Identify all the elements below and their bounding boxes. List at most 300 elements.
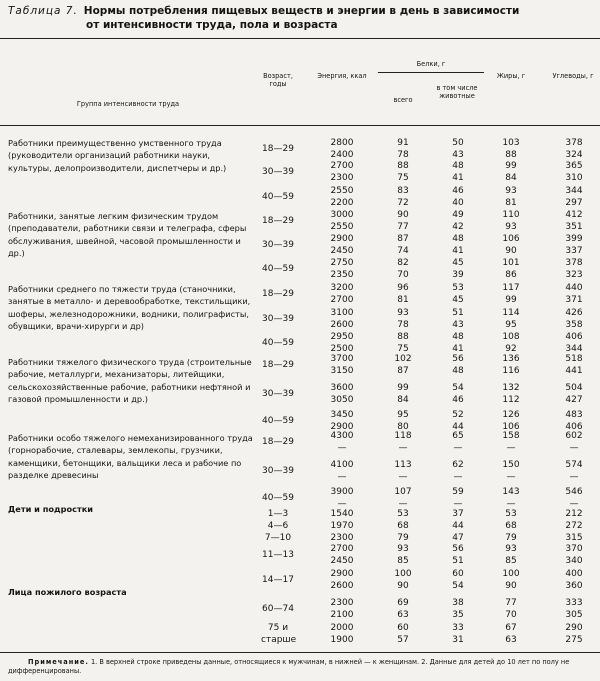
cell-total-value: — [398, 472, 408, 483]
cell-total-value: 107 [394, 487, 412, 497]
cell-fats-value: 68 [505, 521, 517, 531]
cell-animal [441, 307, 475, 332]
cell-carbs-value: 378 [565, 258, 583, 268]
cell-total [386, 307, 420, 332]
cell-fats-value: 103 [502, 138, 520, 148]
cell-animal-value: 44 [452, 521, 464, 531]
cell-animal-value: 43 [452, 150, 464, 161]
cell-fats-value: 79 [505, 533, 517, 543]
cell-total [386, 257, 420, 282]
cell-energy [318, 209, 366, 234]
cell-fats-value: 90 [505, 581, 517, 592]
cell-animal-value: 56 [452, 354, 464, 364]
cell-carbs [554, 209, 594, 234]
cell-carbs [554, 137, 594, 162]
cell-carbs-value: 324 [565, 150, 583, 161]
cell-energy-value: 3100 [330, 308, 354, 318]
cell-energy [318, 257, 366, 282]
cell-animal-value: 54 [452, 383, 464, 393]
cell-total-value: 75 [397, 344, 409, 355]
cell-fats-value: 108 [502, 332, 520, 342]
cell-fats [494, 209, 528, 234]
cell-total-value: 78 [397, 320, 409, 331]
cell-total-value: 53 [397, 509, 409, 519]
cell-carbs-value: 323 [565, 270, 583, 281]
cell-carbs-value: 427 [565, 395, 583, 406]
cell-age-value: 18—29 [262, 437, 294, 447]
cell-carbs-value: 574 [565, 460, 583, 470]
group-heavy-work: Работники тяжелого физического труда (строительные рабочие, металлурги, механизаторы, литейщики, сельскохозяйственные рабочие, работники нефтяной и газовой промышленности и др.) [8, 357, 252, 405]
cell-age [254, 337, 302, 349]
cell-energy [318, 382, 366, 407]
cell-carbs-value: 412 [565, 210, 583, 220]
cell-animal-value: 33 [452, 623, 464, 633]
cell-energy-value: 1900 [330, 635, 354, 646]
cell-energy-value: 2000 [330, 623, 354, 633]
cell-age [254, 415, 302, 427]
cell-age [254, 313, 302, 325]
cell-age-value: 18—29 [262, 360, 294, 370]
cell-age [254, 388, 302, 400]
cell-fats-value: 126 [502, 410, 520, 420]
cell-energy-value: 2700 [330, 161, 354, 171]
cell-age-value: 40—59 [262, 192, 294, 202]
cell-fats-value: 67 [505, 623, 517, 633]
cell-fats-value: — [506, 472, 516, 483]
cell-fats-value: 70 [505, 610, 517, 621]
cell-fats-value: — [506, 499, 516, 510]
cell-total-value: 84 [397, 395, 409, 406]
cell-age [254, 359, 302, 371]
cell-animal [441, 233, 475, 258]
cell-age-value: 30—39 [262, 389, 294, 399]
header-energy: Энергия, ккал [317, 72, 367, 80]
cell-carbs-value: 370 [565, 544, 583, 554]
cell-carbs [554, 543, 594, 568]
cell-energy [318, 353, 366, 378]
cell-carbs-value: 483 [565, 410, 583, 420]
cell-fats-value: 99 [505, 295, 517, 306]
cell-total-value: 90 [397, 581, 409, 592]
note-text: 1. В верхней строке приведены данные, относящиеся к мужчинам, в нижней — к женщинам. 2. Данные для детей до 10 лет по полу не дифференцированы. [8, 658, 570, 675]
group-mental-work: Работники преимущественно умственного труда (руководители организаций работники науки, культуры, делопроизводители, диспетчеры и др.) [8, 138, 227, 173]
cell-carbs-value: 212 [565, 509, 583, 519]
cell-carbs [554, 597, 594, 622]
cell-animal-value: — [453, 472, 463, 483]
cell-carbs-value: 441 [565, 366, 583, 377]
cell-age-value: 18—29 [262, 144, 294, 154]
cell-energy-value: 2500 [330, 344, 354, 355]
cell-age [254, 508, 302, 520]
cell-age-value: 18—29 [262, 289, 294, 299]
cell-animal-value: 49 [452, 210, 464, 220]
cell-fats [494, 160, 528, 185]
cell-animal-value: 44 [452, 422, 464, 433]
cell-energy-value: 3450 [330, 410, 354, 420]
cell-fats [494, 137, 528, 162]
cell-animal [441, 257, 475, 282]
cell-age [254, 191, 302, 203]
cell-total-value: 93 [397, 544, 409, 554]
cell-energy-value: 3200 [330, 283, 354, 293]
cell-total-value: 63 [397, 610, 409, 621]
cell-energy-value: 3000 [330, 210, 354, 220]
cell-total-value: 80 [397, 422, 409, 433]
cell-energy-value: 2550 [330, 222, 354, 233]
cell-animal-value: 65 [452, 431, 464, 441]
cell-total-value: 100 [394, 569, 412, 579]
cell-total [386, 508, 420, 520]
cell-energy-value: 2450 [330, 556, 354, 567]
group-light-work: Работники, занятые легким физическим трудом (преподаватели, работники связи и телеграфа, сферы обслуживания, швейной, часовой промышленности и др.) [8, 211, 247, 259]
cell-total-value: 95 [397, 410, 409, 420]
cell-fats-value: 92 [505, 344, 517, 355]
cell-animal-value: 56 [452, 544, 464, 554]
cell-animal [441, 160, 475, 185]
group-medium-work: Работники среднего по тяжести труда (станочники, занятые в металло- и деревообработке, текстильщики, шоферы, железнодорожники, водники, полиграфисты, обувщики, врачи-хирурги и др) [8, 284, 251, 332]
cell-age-value: 30—39 [262, 314, 294, 324]
cell-fats-value: 143 [502, 487, 520, 497]
cell-age-value: 40—59 [262, 416, 294, 426]
cell-animal-value: 54 [452, 581, 464, 592]
cell-fats [494, 257, 528, 282]
cell-energy-value: 2350 [330, 270, 354, 281]
cell-carbs-value: 315 [565, 533, 583, 543]
cell-fats [494, 307, 528, 332]
cell-fats-value: 112 [502, 395, 520, 406]
cell-fats [494, 282, 528, 307]
cell-carbs-value: 546 [565, 487, 583, 497]
cell-total-value: 79 [397, 533, 409, 543]
cell-energy-value: 2400 [330, 150, 354, 161]
group-very-heavy-work: Работники особо тяжелого немеханизированного труда (горнорабочие, сталевары, землекопы, грузчики, каменщики, бетонщики, вальщики леса и рабочие по разделке древесины [8, 433, 253, 481]
cell-total [386, 543, 420, 568]
cell-age [254, 143, 302, 155]
cell-carbs-value: 371 [565, 295, 583, 306]
cell-animal-value: 46 [452, 186, 464, 196]
cell-age [254, 520, 302, 532]
cell-energy [318, 508, 366, 520]
cell-age-value: 18—29 [262, 216, 294, 226]
cell-animal-value: 52 [452, 410, 464, 420]
cell-carbs [554, 622, 594, 647]
cell-total [386, 209, 420, 234]
cell-energy-value: — [337, 472, 347, 483]
cell-fats [494, 568, 528, 593]
header-proteins: Белки, г [416, 60, 446, 68]
cell-animal-value: 50 [452, 138, 464, 148]
cell-animal [441, 430, 475, 455]
cell-carbs [554, 459, 594, 484]
cell-energy-value: 2700 [330, 544, 354, 554]
cell-age [254, 288, 302, 300]
cell-energy-value: 3600 [330, 383, 354, 393]
cell-energy-value: 2600 [330, 581, 354, 592]
cell-fats [494, 430, 528, 455]
cell-fats-value: 99 [505, 161, 517, 171]
cell-age-value: 30—39 [262, 167, 294, 177]
table-label: Таблица 7. [8, 5, 78, 17]
note-label: Примечание. [28, 658, 89, 666]
cell-total-value: 96 [397, 283, 409, 293]
header-carbs: Углеводы, г [552, 72, 594, 80]
cell-carbs-value: 340 [565, 556, 583, 567]
cell-age [254, 263, 302, 275]
cell-carbs [554, 508, 594, 520]
cell-energy [318, 160, 366, 185]
cell-fats-value: 110 [502, 210, 520, 220]
cell-energy-value: 2550 [330, 186, 354, 196]
cell-carbs-value: 426 [565, 308, 583, 318]
cell-total-value: 68 [397, 521, 409, 531]
cell-fats [494, 597, 528, 622]
cell-total-value: 75 [397, 173, 409, 184]
cell-energy-value: — [337, 499, 347, 510]
cell-fats-value: — [506, 443, 516, 454]
cell-fats-value: 93 [505, 186, 517, 196]
cell-carbs [554, 520, 594, 532]
cell-energy-value: 2600 [330, 320, 354, 331]
cell-total-value: 99 [397, 383, 409, 393]
cell-total [386, 233, 420, 258]
cell-energy [318, 568, 366, 593]
cell-age-value: 40—59 [262, 493, 294, 503]
cell-energy-value: 3150 [330, 366, 354, 377]
cell-animal-value: 35 [452, 610, 464, 621]
cell-carbs-value: 518 [565, 354, 583, 364]
cell-energy-value: 2700 [330, 295, 354, 306]
cell-animal-value: — [453, 499, 463, 510]
cell-age [254, 215, 302, 227]
cell-total-value: — [398, 443, 408, 454]
table-note [8, 658, 596, 676]
cell-age-value: 4—6 [267, 521, 289, 531]
cell-carbs-value: 358 [565, 320, 583, 331]
cell-total-value: 113 [394, 460, 412, 470]
cell-animal-value: 48 [452, 366, 464, 377]
cell-energy-value: 2450 [330, 246, 354, 257]
cell-total-value: 69 [397, 598, 409, 608]
cell-energy [318, 185, 366, 210]
cell-total-value: 82 [397, 258, 409, 268]
cell-age-value: 7—10 [264, 533, 292, 543]
cell-fats-value: 63 [505, 635, 517, 646]
cell-animal [441, 353, 475, 378]
cell-fats-value: 114 [502, 308, 520, 318]
cell-energy [318, 459, 366, 484]
cell-carbs-value: — [569, 499, 579, 510]
header-group: Группа интенсивности труда [76, 100, 180, 108]
cell-fats-value: 106 [502, 422, 520, 433]
cell-total-value: 74 [397, 246, 409, 257]
cell-animal [441, 137, 475, 162]
bottom-rule [0, 652, 600, 653]
cell-animal-value: 51 [452, 556, 464, 567]
table-title-line2: от интенсивности труда, пола и возраста [86, 19, 338, 31]
cell-animal-value: — [453, 443, 463, 454]
cell-total-value: 91 [397, 138, 409, 148]
cell-energy-value: 2300 [330, 173, 354, 184]
cell-animal-value: 48 [452, 234, 464, 244]
cell-total [386, 185, 420, 210]
cell-carbs [554, 185, 594, 210]
cell-fats-value: 88 [505, 150, 517, 161]
cell-carbs-value: 378 [565, 138, 583, 148]
cell-total [386, 568, 420, 593]
cell-energy-value: 2300 [330, 533, 354, 543]
cell-animal-value: 37 [452, 509, 464, 519]
cell-energy-value: 2900 [330, 569, 354, 579]
header-fats: Жиры, г [496, 72, 526, 80]
cell-fats [494, 382, 528, 407]
cell-carbs-value: 297 [565, 198, 583, 209]
cell-age [254, 622, 302, 647]
cell-animal-value: 45 [452, 258, 464, 268]
cell-carbs [554, 568, 594, 593]
cell-carbs-value: 406 [565, 332, 583, 342]
cell-energy [318, 282, 366, 307]
header-total: всего [393, 96, 413, 104]
cell-fats-value: 86 [505, 270, 517, 281]
cell-fats [494, 520, 528, 532]
cell-energy-value: 2950 [330, 332, 354, 342]
cell-total [386, 382, 420, 407]
cell-fats-value: 132 [502, 383, 520, 393]
cell-total-value: 87 [397, 234, 409, 244]
cell-energy [318, 137, 366, 162]
cell-carbs [554, 382, 594, 407]
cell-fats-value: 106 [502, 234, 520, 244]
cell-age [254, 239, 302, 251]
cell-carbs [554, 160, 594, 185]
cell-carbs [554, 282, 594, 307]
cell-fats [494, 543, 528, 568]
cell-age-value: 1—3 [267, 509, 289, 519]
cell-fats-value: 90 [505, 246, 517, 257]
cell-animal-value: 48 [452, 161, 464, 171]
cell-animal-value: 62 [452, 460, 464, 470]
cell-animal [441, 459, 475, 484]
cell-total [386, 353, 420, 378]
cell-age [254, 492, 302, 504]
cell-carbs-value: 400 [565, 569, 583, 579]
cell-animal-value: 41 [452, 344, 464, 355]
cell-animal [441, 622, 475, 647]
cell-carbs-value: 360 [565, 581, 583, 592]
cell-age-value: 11—13 [262, 550, 294, 560]
group-elderly: Лица пожилого возраста [8, 587, 127, 597]
header-rule [0, 125, 600, 126]
cell-energy-value: 1970 [330, 521, 354, 531]
cell-age-value: 60—74 [262, 604, 294, 614]
cell-carbs-value: 399 [565, 234, 583, 244]
cell-animal [441, 568, 475, 593]
cell-energy-value: 3050 [330, 395, 354, 406]
cell-carbs-value: — [569, 443, 579, 454]
cell-total [386, 459, 420, 484]
cell-energy-value: 2800 [330, 138, 354, 148]
cell-energy-value: 3700 [330, 354, 354, 364]
cell-carbs-value: 344 [565, 186, 583, 196]
cell-carbs [554, 353, 594, 378]
cell-carbs [554, 307, 594, 332]
cell-carbs-value: 310 [565, 173, 583, 184]
cell-total-value: 93 [397, 308, 409, 318]
group-children: Дети и подростки [8, 504, 94, 514]
header-animal: в том числе животные [436, 84, 478, 100]
proteins-rule [378, 72, 484, 73]
cell-total-value: 72 [397, 198, 409, 209]
cell-total-value: 60 [397, 623, 409, 633]
cell-animal [441, 520, 475, 532]
cell-total-value: 102 [394, 354, 412, 364]
cell-total-value: 88 [397, 332, 409, 342]
cell-age-value: 30—39 [262, 466, 294, 476]
cell-total [386, 430, 420, 455]
cell-energy [318, 520, 366, 532]
cell-age [254, 465, 302, 477]
cell-fats-value: 117 [502, 283, 520, 293]
cell-energy-value: 4300 [330, 431, 354, 441]
cell-total-value: 90 [397, 210, 409, 220]
cell-total-value: 70 [397, 270, 409, 281]
cell-age [254, 603, 302, 615]
table-title [8, 4, 598, 32]
cell-animal-value: 39 [452, 270, 464, 281]
cell-animal-value: 40 [452, 198, 464, 209]
cell-energy-value: 2900 [330, 234, 354, 244]
cell-age-value: 14—17 [262, 575, 294, 585]
cell-age-value: 30—39 [262, 240, 294, 250]
cell-animal [441, 508, 475, 520]
cell-fats [494, 353, 528, 378]
cell-animal-value: 51 [452, 308, 464, 318]
cell-total-value: 118 [394, 431, 412, 441]
cell-animal [441, 185, 475, 210]
cell-fats [494, 508, 528, 520]
cell-energy-value: 2200 [330, 198, 354, 209]
cell-carbs [554, 233, 594, 258]
cell-total [386, 597, 420, 622]
cell-energy-value: 2300 [330, 598, 354, 608]
cell-fats-value: 84 [505, 173, 517, 184]
cell-carbs [554, 257, 594, 282]
cell-total-value: 88 [397, 161, 409, 171]
cell-animal-value: 60 [452, 569, 464, 579]
cell-animal-value: 31 [452, 635, 464, 646]
cell-energy [318, 597, 366, 622]
cell-age [254, 166, 302, 178]
cell-fats-value: 77 [505, 598, 517, 608]
cell-carbs-value: 406 [565, 422, 583, 433]
cell-total-value: 83 [397, 186, 409, 196]
cell-total [386, 282, 420, 307]
cell-animal-value: 41 [452, 246, 464, 257]
cell-carbs-value: 344 [565, 344, 583, 355]
cell-energy [318, 430, 366, 455]
cell-animal [441, 209, 475, 234]
cell-carbs [554, 430, 594, 455]
cell-age [254, 436, 302, 448]
cell-animal-value: 48 [452, 332, 464, 342]
cell-fats-value: 136 [502, 354, 520, 364]
cell-animal-value: 41 [452, 173, 464, 184]
cell-total [386, 622, 420, 647]
table-title-line1: Нормы потребления пищевых веществ и энергии в день в зависимости [83, 5, 520, 17]
cell-fats-value: 150 [502, 460, 520, 470]
cell-carbs-value: 504 [565, 383, 583, 393]
cell-age [254, 549, 302, 561]
